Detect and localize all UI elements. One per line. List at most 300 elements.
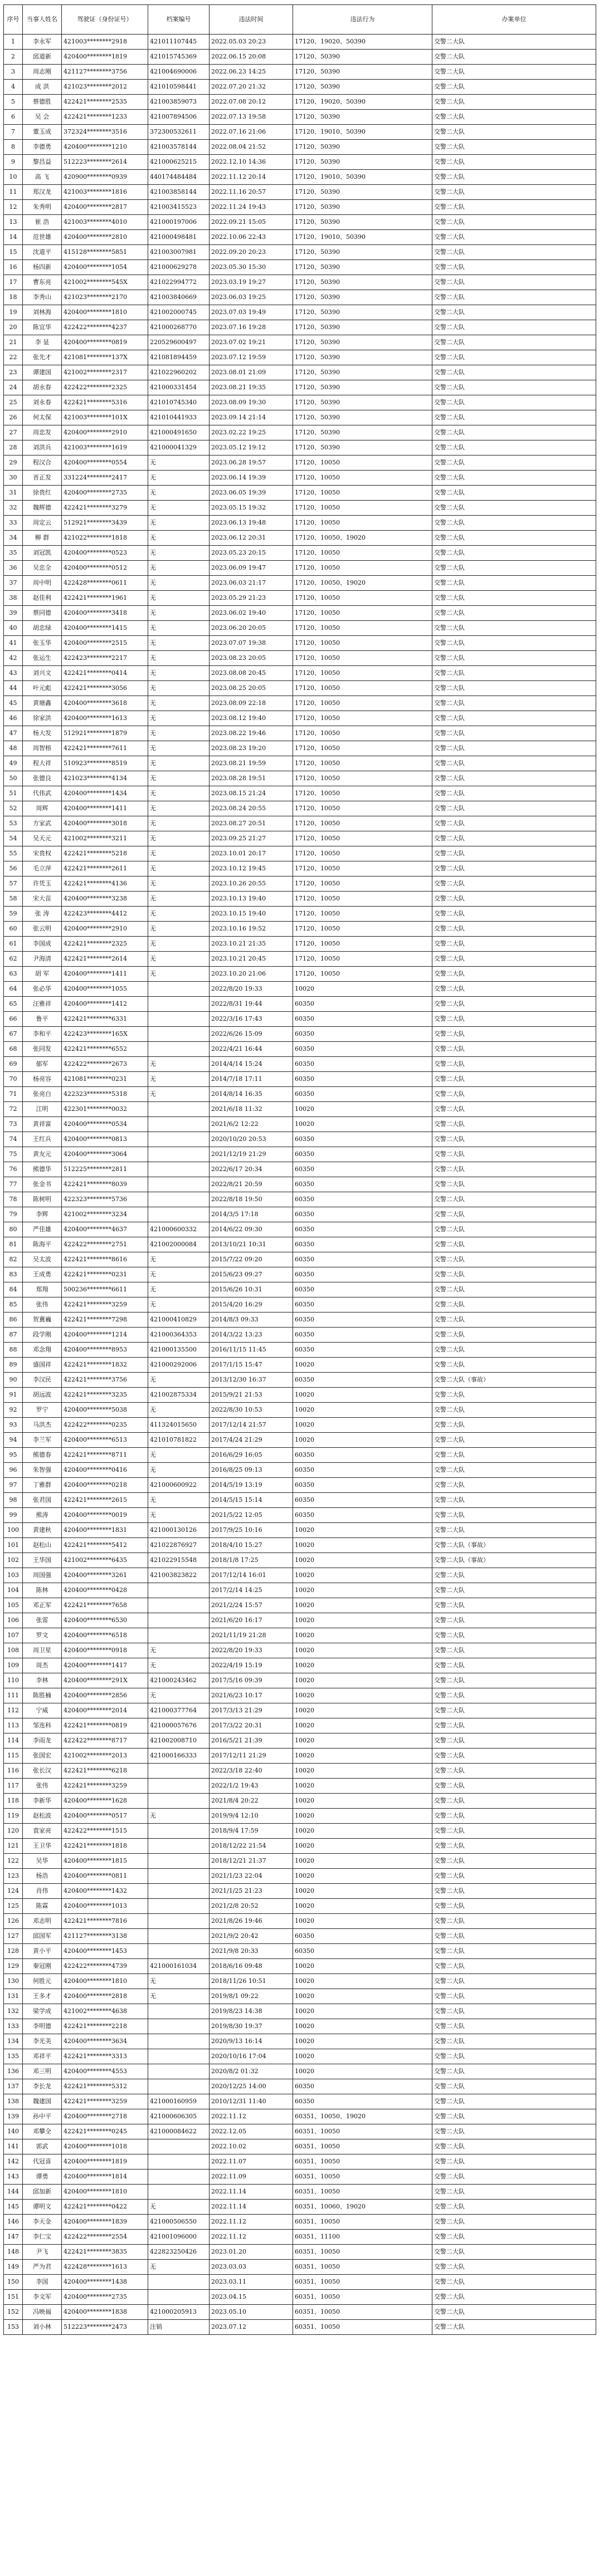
cell-unit: 交警二大队 [432,425,596,440]
table-row [4,1493,596,1508]
cell-license: 420400********1814 [62,2169,148,2185]
cell-time: 2023.05.30 15:30 [210,260,293,275]
cell-name: 陈海平 [23,1237,62,1252]
table-row [4,456,596,471]
cell-license: 420400********2856 [62,1688,148,1703]
table-row [4,80,596,95]
cell-unit: 交警二大队 [432,651,596,666]
cell-license: 421023********2012 [62,80,148,95]
cell-license: 422421********3235 [62,1388,148,1403]
cell-unit: 交警二大队 [432,110,596,125]
table-row [4,2004,596,2019]
table-row [4,1282,596,1297]
table-row [4,952,596,967]
cell-time: 2021/8/26 19:46 [210,1914,293,1929]
cell-license: 422421********4136 [62,876,148,892]
cell-license: 422422********2325 [62,380,148,395]
cell-name: 吴太波 [23,1252,62,1267]
cell-unit: 交警二大队 [432,1177,596,1192]
cell-file-no: 无 [148,756,210,771]
cell-time: 2021/9/8 20:33 [210,1944,293,1959]
cell-license: 422422********4237 [62,320,148,335]
table-row [4,50,596,65]
cell-index: 120 [4,1824,23,1839]
cell-file-no: 421000243462 [148,1673,210,1688]
cell-violation: 10020 [293,1974,432,1989]
cell-index: 95 [4,1448,23,1463]
cell-time: 2023.08.12 19:40 [210,711,293,726]
cell-index: 75 [4,1147,23,1162]
cell-license: 420400********6518 [62,1628,148,1643]
cell-file-no: 无 [148,621,210,636]
cell-time: 2018/4/10 15:27 [210,1538,293,1553]
cell-license: 421003********2918 [62,35,148,50]
cell-name: 邱国军 [23,1929,62,1944]
cell-violation: 60350 [293,1343,432,1358]
header-violation: 违法行为 [293,5,432,35]
table-row [4,967,596,982]
cell-index: 134 [4,2034,23,2049]
cell-file-no [148,1117,210,1132]
cell-name: 鲁平 [23,1012,62,1027]
cell-violation: 10020 [293,1989,432,2004]
cell-violation: 10020 [293,1899,432,1914]
cell-index: 5 [4,95,23,110]
table-row [4,1764,596,1779]
cell-license: 422421********0231 [62,1267,148,1282]
cell-unit: 交警二大队 [432,2094,596,2109]
cell-license: 420400********1815 [62,1854,148,1869]
cell-name: 蔡同德 [23,606,62,621]
cell-name: 魏辉德 [23,501,62,516]
cell-index: 78 [4,1192,23,1207]
cell-name: 周中明 [23,576,62,591]
cell-file-no: 无 [148,1403,210,1418]
cell-name: 徐贵红 [23,486,62,501]
table-row [4,1613,596,1628]
cell-file-no: 无 [148,1297,210,1313]
cell-file-no: 无 [148,1974,210,1989]
cell-time: 2022/6/17 20:34 [210,1162,293,1177]
cell-time: 2023.07.02 19:21 [210,335,293,350]
cell-unit: 交警二大队 [432,2290,596,2305]
cell-file-no [148,1207,210,1222]
cell-name: 宋贵权 [23,846,62,861]
cell-file-no [148,1613,210,1628]
cell-file-no: 421000166333 [148,1749,210,1764]
cell-license: 422421********6331 [62,1012,148,1027]
cell-license: 420400********1831 [62,1523,148,1538]
cell-name: 柳 群 [23,531,62,546]
table-row [4,1027,596,1042]
cell-file-no [148,2004,210,2019]
cell-index: 52 [4,801,23,816]
cell-file-no [148,1192,210,1207]
cell-name: 杨亮容 [23,1072,62,1087]
table-row [4,1087,596,1102]
cell-index: 7 [4,125,23,140]
cell-name: 蔡德胜 [23,95,62,110]
cell-unit: 交警二大队 [432,2169,596,2185]
table-row [4,2064,596,2079]
cell-index: 62 [4,952,23,967]
cell-license: 512223********2473 [62,2320,148,2335]
cell-license: 420400********5038 [62,1403,148,1418]
cell-unit: 交警二大队 [432,907,596,922]
cell-time: 2023.08.28 19:51 [210,771,293,786]
cell-index: 124 [4,1884,23,1899]
table-row [4,200,596,215]
cell-time: 2017/12/11 21:29 [210,1749,293,1764]
cell-name: 杨四新 [23,260,62,275]
cell-time: 2022/1/2 19:43 [210,1779,293,1794]
table-row [4,1433,596,1448]
cell-unit: 交警二大队 [432,486,596,501]
cell-name: 吴 会 [23,110,62,125]
cell-violation: 17120、50390 [293,65,432,80]
cell-unit: 交警二大队 [432,2079,596,2094]
cell-index: 65 [4,997,23,1012]
cell-file-no: 421000331454 [148,380,210,395]
cell-time: 2021/12/19 21:29 [210,1147,293,1162]
cell-index: 133 [4,2019,23,2034]
cell-time: 2022.06.23 14:25 [210,65,293,80]
cell-file-no: 440174484484 [148,170,210,185]
cell-unit: 交警二大队 [432,1072,596,1087]
cell-time: 2022/4/19 15:19 [210,1658,293,1673]
table-row [4,1328,596,1343]
cell-license: 420400********3238 [62,892,148,907]
cell-license: 422423********4412 [62,907,148,922]
cell-index: 141 [4,2139,23,2154]
table-row [4,245,596,260]
cell-file-no: 无 [148,456,210,471]
cell-violation: 10020 [293,1688,432,1703]
cell-violation: 17120、50390 [293,320,432,335]
cell-unit: 交警二大队 [432,2139,596,2154]
cell-violation: 17120、50390 [293,215,432,230]
table-row [4,1553,596,1568]
cell-unit: 交警二大队 [432,1388,596,1403]
cell-violation: 10020 [293,2049,432,2064]
cell-violation: 60350 [293,1087,432,1102]
cell-license: 421003********1619 [62,440,148,456]
cell-name: 陈霖 [23,1899,62,1914]
table-row [4,2094,596,2109]
cell-violation: 17120、50390 [293,395,432,410]
cell-file-no: 421022876927 [148,1538,210,1553]
cell-violation: 60350 [293,1132,432,1147]
cell-name: 肖伟 [23,1884,62,1899]
table-row [4,95,596,110]
cell-violation: 10020 [293,1628,432,1643]
cell-file-no: 无 [148,907,210,922]
cell-license: 420400********0517 [62,1809,148,1824]
cell-time: 2023.10.26 20:55 [210,876,293,892]
cell-file-no: 无 [148,726,210,741]
cell-time: 2022.06.15 20:08 [210,50,293,65]
cell-file-no: 421002008710 [148,1733,210,1749]
cell-unit: 交警二大队 [432,155,596,170]
cell-index: 138 [4,2094,23,2109]
cell-index: 123 [4,1869,23,1884]
cell-name: 周卫星 [23,1643,62,1658]
cell-time: 2016/6/29 16:05 [210,1448,293,1463]
cell-file-no [148,1102,210,1117]
cell-violation: 10020 [293,1733,432,1749]
cell-license: 422421********3756 [62,1373,148,1388]
cell-name: 周忠发 [23,425,62,440]
cell-unit: 交警二大队 [432,50,596,65]
cell-file-no: 无 [148,531,210,546]
table-row [4,786,596,801]
cell-license: 422421********3259 [62,1779,148,1794]
cell-license: 420400********1214 [62,1328,148,1343]
table-row [4,425,596,440]
table-row [4,185,596,200]
cell-index: 43 [4,666,23,681]
cell-unit: 交警二大队 [432,2109,596,2124]
table-row [4,1568,596,1583]
cell-time: 2021/6/20 16:17 [210,1613,293,1628]
cell-license: 420400********0918 [62,1643,148,1658]
cell-time: 2023.06.14 19:39 [210,471,293,486]
cell-file-no: 无 [148,1087,210,1102]
cell-license: 420400********0819 [62,335,148,350]
cell-violation: 60351、10050 [293,2320,432,2335]
cell-name: 胡 军 [23,967,62,982]
cell-index: 50 [4,771,23,786]
cell-index: 136 [4,2064,23,2079]
cell-violation: 10020 [293,1358,432,1373]
cell-unit: 交警二大队 [432,861,596,876]
cell-time: 2020/10/20 20:53 [210,1132,293,1147]
cell-license: 420400********2818 [62,1989,148,2004]
cell-name: 成 洪 [23,80,62,95]
cell-file-no [148,2290,210,2305]
cell-unit: 交警二大队（事故） [432,1553,596,1568]
cell-name: 张运生 [23,651,62,666]
cell-name: 程汉合 [23,456,62,471]
cell-time: 2021/11/19 21:28 [210,1628,293,1643]
table-row [4,516,596,531]
cell-index: 145 [4,2200,23,2215]
cell-violation: 60351、10050 [293,2139,432,2154]
cell-file-no: 无 [148,967,210,982]
cell-index: 12 [4,200,23,215]
cell-license: 420400********4553 [62,2064,148,2079]
cell-file-no [148,2049,210,2064]
cell-unit: 交警二大队 [432,1478,596,1493]
cell-index: 74 [4,1132,23,1147]
cell-name: 刘洪兵 [23,440,62,456]
cell-file-no: 421000506550 [148,2215,210,2230]
cell-index: 48 [4,741,23,756]
cell-time: 2013/10/21 10:31 [210,1237,293,1252]
cell-unit: 交警二大队 [432,1673,596,1688]
cell-file-no: 无 [148,606,210,621]
cell-time: 2023.02.22 19:25 [210,425,293,440]
cell-file-no: 421002875334 [148,1388,210,1403]
cell-index: 90 [4,1373,23,1388]
cell-name: 张伟 [23,1779,62,1794]
table-row [4,771,596,786]
cell-unit: 交警二大队 [432,1297,596,1313]
cell-index: 119 [4,1809,23,1824]
cell-name: 胡忠绿 [23,621,62,636]
cell-file-no: 无 [148,1809,210,1824]
cell-file-no: 421007894506 [148,110,210,125]
cell-time: 2023.05.15 19:32 [210,501,293,516]
cell-license: 372324********3516 [62,125,148,140]
cell-violation: 10020 [293,1553,432,1568]
cell-unit: 交警二大队 [432,576,596,591]
cell-violation: 17120、10050 [293,892,432,907]
cell-unit: 交警二大队 [432,1162,596,1177]
cell-name: 邓念翔 [23,1343,62,1358]
cell-violation: 17120、10050 [293,681,432,696]
cell-time: 2017/9/25 10:16 [210,1523,293,1538]
cell-license: 420400********2735 [62,2290,148,2305]
cell-license: 422421********7298 [62,1313,148,1328]
cell-time: 2023.10.13 19:40 [210,892,293,907]
cell-file-no: 421022994772 [148,275,210,290]
cell-index: 139 [4,2109,23,2124]
table-row [4,410,596,425]
cell-name: 黄祥富 [23,1117,62,1132]
cell-file-no: 421022960202 [148,365,210,380]
cell-file-no: 421000084622 [148,2124,210,2139]
cell-violation: 60350 [293,1448,432,1463]
cell-unit: 交警二大队 [432,125,596,140]
cell-file-no: 无 [148,516,210,531]
cell-name: 李兰军 [23,1433,62,1448]
cell-time: 2021/8/4 20:22 [210,1794,293,1809]
cell-time: 2022/3/18 22:40 [210,1764,293,1779]
cell-index: 109 [4,1658,23,1673]
cell-violation: 60351、10050 [293,2290,432,2305]
cell-file-no: 无 [148,846,210,861]
cell-unit: 交警二大队 [432,2215,596,2230]
cell-violation: 17120、50390 [293,140,432,155]
cell-license: 422422********1515 [62,1824,148,1839]
cell-index: 94 [4,1433,23,1448]
table-row [4,1869,596,1884]
table-row [4,2109,596,2124]
cell-license: 420400********0811 [62,1869,148,1884]
cell-unit: 交警二大队 [432,846,596,861]
cell-file-no: 无 [148,1448,210,1463]
cell-index: 108 [4,1643,23,1658]
cell-index: 18 [4,290,23,305]
cell-index: 1 [4,35,23,50]
table-body [4,35,596,2335]
cell-name: 李国成 [23,937,62,952]
cell-license: 421003********101X [62,410,148,425]
cell-name: 许凭玉 [23,876,62,892]
cell-time: 2018/6/16 09:48 [210,1959,293,1974]
cell-license: 422422********2554 [62,2230,148,2245]
cell-license: 421081********137X [62,350,148,365]
cell-index: 61 [4,937,23,952]
cell-file-no: 无 [148,1508,210,1523]
cell-violation: 10020 [293,2064,432,2079]
cell-unit: 交警二大队 [432,95,596,110]
cell-unit: 交警二大队 [432,606,596,621]
cell-file-no [148,1929,210,1944]
cell-name: 曹东亮 [23,275,62,290]
cell-name: 赵松山 [23,1538,62,1553]
cell-name: 郭武 [23,2139,62,2154]
cell-violation: 10020 [293,1914,432,1929]
cell-violation: 17120、50390 [293,410,432,425]
table-row [4,2139,596,2154]
cell-name: 徐家洪 [23,711,62,726]
cell-license: 420400********3261 [62,1568,148,1583]
cell-index: 83 [4,1267,23,1282]
cell-name: 李和平 [23,1027,62,1042]
cell-file-no [148,1583,210,1598]
cell-name: 李秀山 [23,290,62,305]
cell-license: 421003********4010 [62,215,148,230]
cell-unit: 交警二大队 [432,1839,596,1854]
cell-unit: 交警二大队 [432,1267,596,1282]
cell-time: 2014/8/3 09:33 [210,1313,293,1328]
table-row [4,290,596,305]
cell-unit: 交警二大队 [432,1222,596,1237]
table-row [4,365,596,380]
table-row [4,1854,596,1869]
table-row [4,110,596,125]
cell-license: 420400********2014 [62,1703,148,1718]
cell-index: 105 [4,1598,23,1613]
cell-unit: 交警二大队 [432,696,596,711]
cell-name: 周定云 [23,516,62,531]
cell-unit: 交警二大队 [432,1463,596,1478]
cell-name: 刘小林 [23,2320,62,2335]
cell-index: 40 [4,621,23,636]
cell-name: 邓三明 [23,2064,62,2079]
table-row [4,2320,596,2335]
cell-file-no: 无 [148,1252,210,1267]
cell-violation: 60350 [293,1252,432,1267]
cell-index: 116 [4,1764,23,1779]
cell-file-no: 421002000084 [148,1237,210,1252]
table-row [4,876,596,892]
table-row [4,2019,596,2034]
cell-unit: 交警二大队 [432,1508,596,1523]
cell-violation: 17120、10050 [293,801,432,816]
cell-index: 86 [4,1313,23,1328]
cell-index: 104 [4,1583,23,1598]
cell-name: 邱加新 [23,2185,62,2200]
cell-name: 李光美 [23,2034,62,2049]
cell-violation: 60350 [293,2094,432,2109]
table-row [4,1673,596,1688]
cell-license: 422421********5218 [62,846,148,861]
cell-time: 2021/5/22 12:05 [210,1508,293,1523]
cell-name: 王卫华 [23,1839,62,1854]
cell-license: 420400********2515 [62,636,148,651]
cell-unit: 交警二大队 [432,546,596,561]
table-row [4,2034,596,2049]
table-row [4,1313,596,1328]
cell-index: 127 [4,1929,23,1944]
cell-index: 49 [4,756,23,771]
cell-name: 沈道平 [23,245,62,260]
cell-license: 422421********5412 [62,1538,148,1553]
cell-index: 51 [4,786,23,801]
